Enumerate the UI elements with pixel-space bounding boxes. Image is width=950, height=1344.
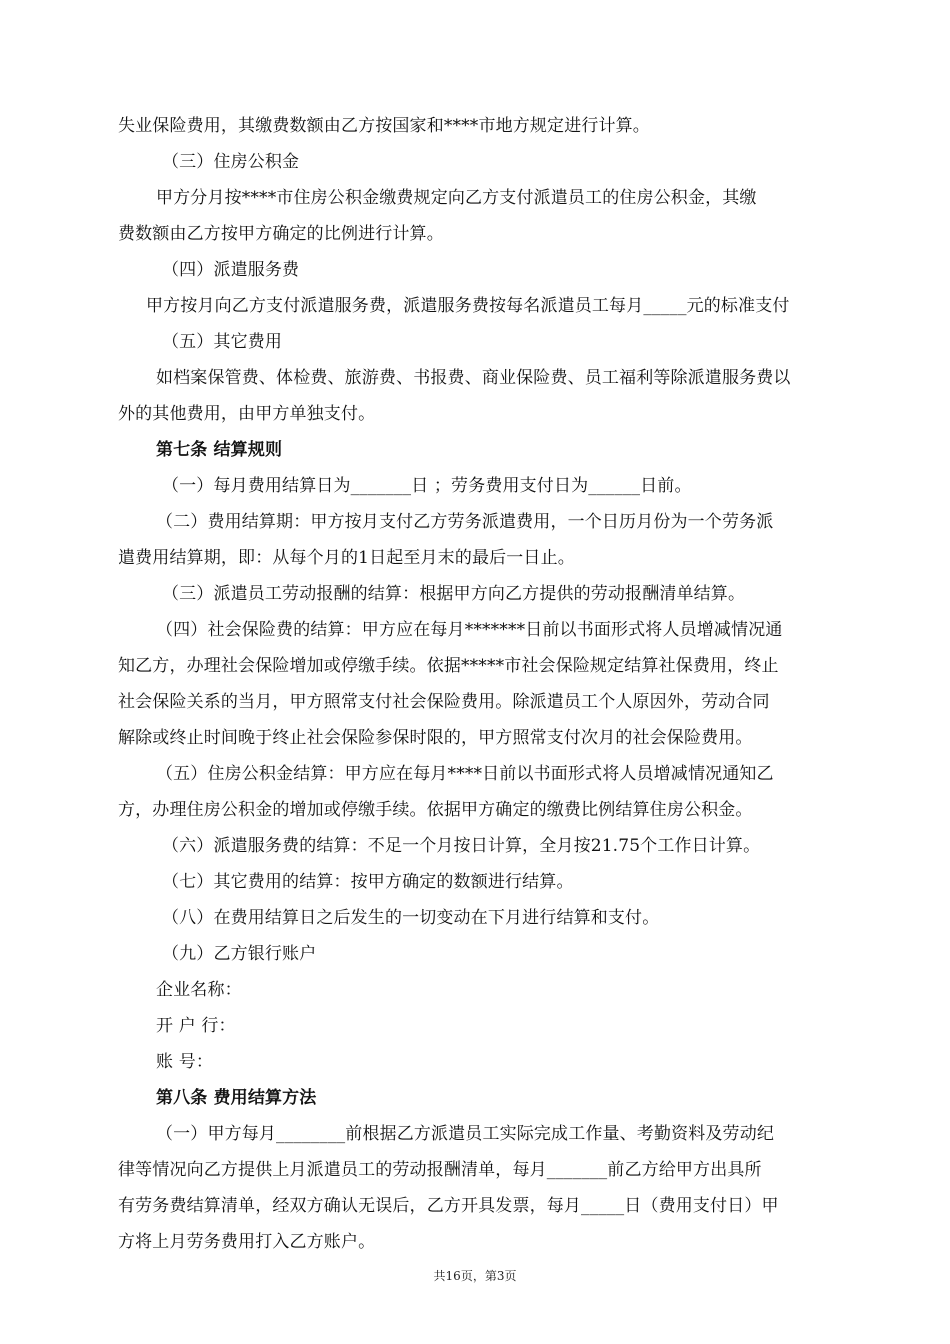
text-line: （七）其它费用的结算：按甲方确定的数额进行结算。 <box>162 872 574 892</box>
text-line: （九）乙方银行账户 <box>162 944 317 964</box>
text-line: 费数额由乙方按甲方确定的比例进行计算。 <box>118 224 444 244</box>
text-line: 方将上月劳务费用打入乙方账户。 <box>118 1232 376 1252</box>
text-line: （一）甲方每月________前根据乙方派遣员工实际完成工作量、考勤资料及劳动纪 <box>156 1124 774 1144</box>
text-line: （八）在费用结算日之后发生的一切变动在下月进行结算和支付。 <box>162 908 660 928</box>
text-line: （四）派遣服务费 <box>162 260 300 280</box>
text-line: （三）住房公积金 <box>162 152 300 172</box>
text-line: 有劳务费结算清单，经双方确认无误后，乙方开具发票，每月_____日（费用支付日）甲 <box>118 1196 779 1216</box>
text-line: 方，办理住房公积金的增加或停缴手续。依据甲方确定的缴费比例结算住房公积金。 <box>118 800 753 820</box>
text-line: 解除或终止时间晚于终止社会保险参保时限的，甲方照常支付次月的社会保险费用。 <box>118 728 753 748</box>
section-heading: 第八条 费用结算方法 <box>156 1088 317 1108</box>
text-line: （六）派遣服务费的结算：不足一个月按日计算，全月按21.75个工作日计算。 <box>162 836 761 856</box>
text-line: 知乙方，办理社会保险增加或停缴手续。依据*****市社会保险规定结算社保费用，终止 <box>118 656 779 676</box>
text-line: 社会保险关系的当月，甲方照常支付社会保险费用。除派遣员工个人原因外，劳动合同 <box>118 692 770 712</box>
text-line: （五）住房公积金结算：甲方应在每月****日前以书面形式将人员增减情况通知乙 <box>156 764 774 784</box>
document-body <box>118 108 834 1260</box>
text-line: （二）费用结算期：甲方按月支付乙方劳务派遣费用，一个日历月份为一个劳务派 <box>156 512 774 532</box>
text-line: 律等情况向乙方提供上月派遣员工的劳动报酬清单，每月_______前乙方给甲方出具所 <box>118 1160 762 1180</box>
text-line: （一）每月费用结算日为_______日 ；劳务费用支付日为______日前。 <box>162 476 692 496</box>
text-line: 失业保险费用，其缴费数额由乙方按国家和****市地方规定进行计算。 <box>118 116 650 136</box>
text-line: 账 号： <box>156 1052 214 1072</box>
text-line: 外的其他费用，由甲方单独支付。 <box>118 404 376 424</box>
text-line: （四）社会保险费的结算：甲方应在每月*******日前以书面形式将人员增减情况通 <box>156 620 783 640</box>
text-line: 甲方按月向乙方支付派遣服务费，派遣服务费按每名派遣员工每月_____元的标准支付 <box>146 296 790 316</box>
text-line: 企业名称： <box>156 980 242 1000</box>
text-line: 遣费用结算期，即：从每个月的1日起至月末的最后一日止。 <box>118 548 575 568</box>
text-line: 开 户 行： <box>156 1016 236 1036</box>
text-line: 如档案保管费、体检费、旅游费、书报费、商业保险费、员工福利等除派遣服务费以 <box>156 368 791 388</box>
page-footer: 共16页，第3页 <box>433 1269 517 1283</box>
text-line: （三）派遣员工劳动报酬的结算：根据甲方向乙方提供的劳动报酬清单结算。 <box>162 584 746 604</box>
section-heading: 第七条 结算规则 <box>156 440 283 460</box>
text-line: 甲方分月按****市住房公积金缴费规定向乙方支付派遣员工的住房公积金，其缴 <box>156 188 757 208</box>
text-line: （五）其它费用 <box>162 332 283 352</box>
